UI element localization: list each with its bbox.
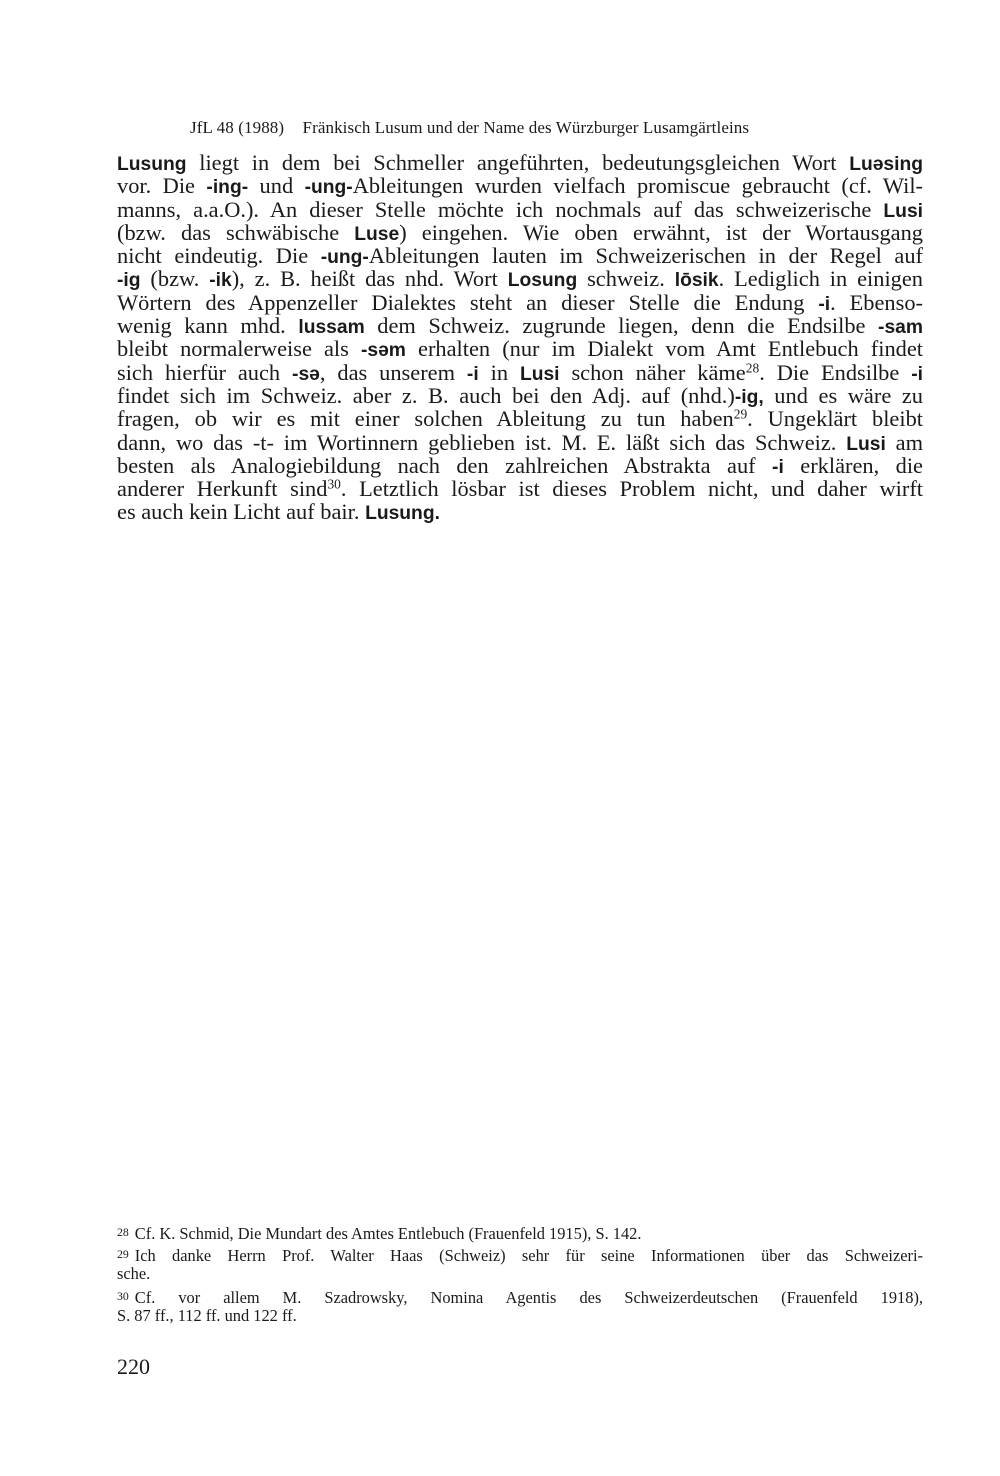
- footnote-text: Cf. vor allem M. Szadrowsky, Nomina Agentis des Schweizerdeutschen (Frauenfeld 1918),: [134, 1287, 923, 1307]
- footnote-30: [117, 1286, 923, 1326]
- text-run: anderer Herkunft sind: [117, 476, 328, 502]
- text-run: schweiz.: [577, 266, 675, 292]
- footnote-number: 28: [117, 1225, 129, 1239]
- footnote-line: [117, 1264, 923, 1284]
- text-run: , das unserem: [319, 359, 467, 385]
- text-line: [117, 174, 923, 197]
- footnote-ref-30[interactable]: 30: [327, 476, 341, 492]
- footnote-text: sche.: [117, 1264, 151, 1283]
- text-run: vor. Die: [117, 173, 207, 199]
- text-line: [117, 454, 923, 477]
- bold-term: -ig,: [734, 386, 764, 408]
- bold-term: Luse: [354, 223, 400, 245]
- footnote-text: S. 87 ff., 112 ff. und 122 ff.: [117, 1306, 297, 1325]
- body-paragraph: [117, 151, 923, 524]
- text-line: [117, 151, 923, 174]
- text-line: [117, 361, 923, 384]
- text-run: . Lediglich in einigen: [718, 266, 923, 292]
- text-run: erklären, die: [783, 452, 923, 478]
- text-line: [117, 244, 923, 267]
- text-run: Wörtern des Appenzeller Dialektes steht an dieser Stelle die Endung: [117, 289, 819, 315]
- text-run: ) eingehen. Wie oben erwähnt, ist der Wortausgang: [399, 219, 923, 245]
- bold-term: -sam: [878, 317, 923, 339]
- text-line: [117, 384, 923, 407]
- page-number: 220: [117, 1354, 150, 1379]
- bold-term: -ing-: [206, 177, 249, 199]
- text-run: fragen, ob wir es mit einer solchen Ableitung zu tun haben: [117, 406, 734, 432]
- text-run: (bzw.: [140, 266, 210, 292]
- text-run: manns, a.a.O.). An dieser Stelle möchte ich nochmals auf das schweizerische: [117, 196, 884, 222]
- bold-term: Lusi: [519, 363, 560, 385]
- footnote-number: 30: [117, 1289, 129, 1303]
- footnote-text: Cf. K. Schmid, Die Mundart des Amtes Entlebuch (Frauenfeld 1915), S. 142.: [134, 1223, 642, 1243]
- text-run: . Ebenso-: [830, 289, 923, 315]
- running-head: [190, 118, 749, 138]
- text-run: nicht eindeutig. Die: [117, 243, 321, 269]
- text-run: am: [885, 429, 923, 455]
- bold-term: Lusung: [117, 154, 187, 175]
- footnote-ref-29[interactable]: 29: [733, 406, 748, 422]
- footnote-line: [117, 1244, 923, 1264]
- text-run: besten als Analogiebildung nach den zahlreichen Abstrakta auf: [117, 452, 773, 478]
- article-title: Fränkisch Lusum und der Name des Würzburger Lusamgärtleins: [302, 118, 750, 137]
- bold-term: -sə: [292, 363, 320, 385]
- text-run: es auch kein Licht auf bair.: [117, 499, 366, 525]
- text-line: [117, 291, 923, 314]
- bold-term: Lusi: [883, 200, 923, 222]
- text-run: . Ungeklärt bleibt: [747, 406, 923, 432]
- text-run: Ableitungen wurden vielfach promiscue gebraucht (cf. Wil-: [352, 173, 923, 199]
- text-run: sich hierfür auch: [117, 359, 293, 385]
- text-line: [117, 477, 923, 500]
- text-run: erhalten (nur im Dialekt vom Amt Entlebuch findet: [405, 336, 924, 362]
- text-run: schon näher käme: [559, 359, 746, 385]
- bold-term: -i: [911, 363, 923, 385]
- bold-term: -i: [466, 363, 479, 385]
- footnote-text: Ich danke Herrn Prof. Walter Haas (Schweiz) sehr für seine Informationen über das Schweizeri-: [134, 1245, 923, 1265]
- bold-term: -ung-: [304, 177, 353, 199]
- footnote-line: [117, 1306, 923, 1326]
- text-run: und es wäre zu: [763, 382, 923, 408]
- text-run: in: [478, 359, 520, 385]
- bold-term: -ung-: [320, 247, 369, 269]
- footnote-28: [117, 1222, 923, 1242]
- bold-term: -ik: [209, 270, 232, 292]
- text-run: und: [248, 173, 305, 199]
- text-line: [117, 500, 923, 523]
- journal-citation: JfL 48 (1988): [190, 118, 285, 137]
- bold-term: -səm: [360, 340, 406, 362]
- bold-term: -i: [772, 456, 784, 478]
- footnote-ref-28[interactable]: 28: [745, 360, 760, 376]
- text-run: . Die Endsilbe: [759, 359, 912, 385]
- bold-term: -ig: [117, 270, 141, 292]
- text-line: [117, 221, 923, 244]
- bold-term: Losung: [507, 270, 578, 292]
- bold-term: lōsik: [674, 270, 719, 292]
- text-run: Ableitungen lauten im Schweizerischen in der Regel auf: [368, 243, 924, 269]
- text-run: findet sich im Schweiz. aber z. B. auch bei den Adj. auf (nhd.): [117, 382, 735, 408]
- text-run: ), z. B. heißt das nhd. Wort: [231, 266, 508, 292]
- text-run: dem Schweiz. zugrunde liegen, denn die Endsilbe: [364, 313, 879, 339]
- bold-term: lussam: [298, 317, 365, 339]
- footnote-29: [117, 1244, 923, 1284]
- footnote-line: [117, 1222, 923, 1242]
- text-run: liegt in dem bei Schmeller angeführten, bedeutungsgleichen Wort: [186, 150, 850, 175]
- text-line: [117, 407, 923, 430]
- text-run: wenig kann mhd.: [117, 313, 299, 339]
- text-run: . Letztlich lösbar ist dieses Problem nicht, und daher wirft: [340, 476, 924, 502]
- text-line: [117, 431, 923, 454]
- text-run: (bzw. das schwäbische: [117, 219, 355, 245]
- text-run: dann, wo das -t- im Wortinnern geblieben ist. M. E. läßt sich das Schweiz.: [117, 429, 847, 455]
- footnote-line: [117, 1286, 923, 1306]
- bold-term: Lusung.: [365, 503, 440, 525]
- bold-term: -i: [818, 293, 831, 315]
- text-line: [117, 337, 923, 360]
- bold-term: Luəsing: [849, 154, 923, 175]
- bold-term: Lusi: [846, 433, 886, 455]
- text-line: [117, 314, 923, 337]
- text-line: [117, 267, 923, 290]
- text-run: bleibt normalerweise als: [117, 336, 361, 362]
- footnote-number: 29: [117, 1247, 129, 1261]
- footnotes: [117, 1222, 923, 1326]
- text-line: [117, 198, 923, 221]
